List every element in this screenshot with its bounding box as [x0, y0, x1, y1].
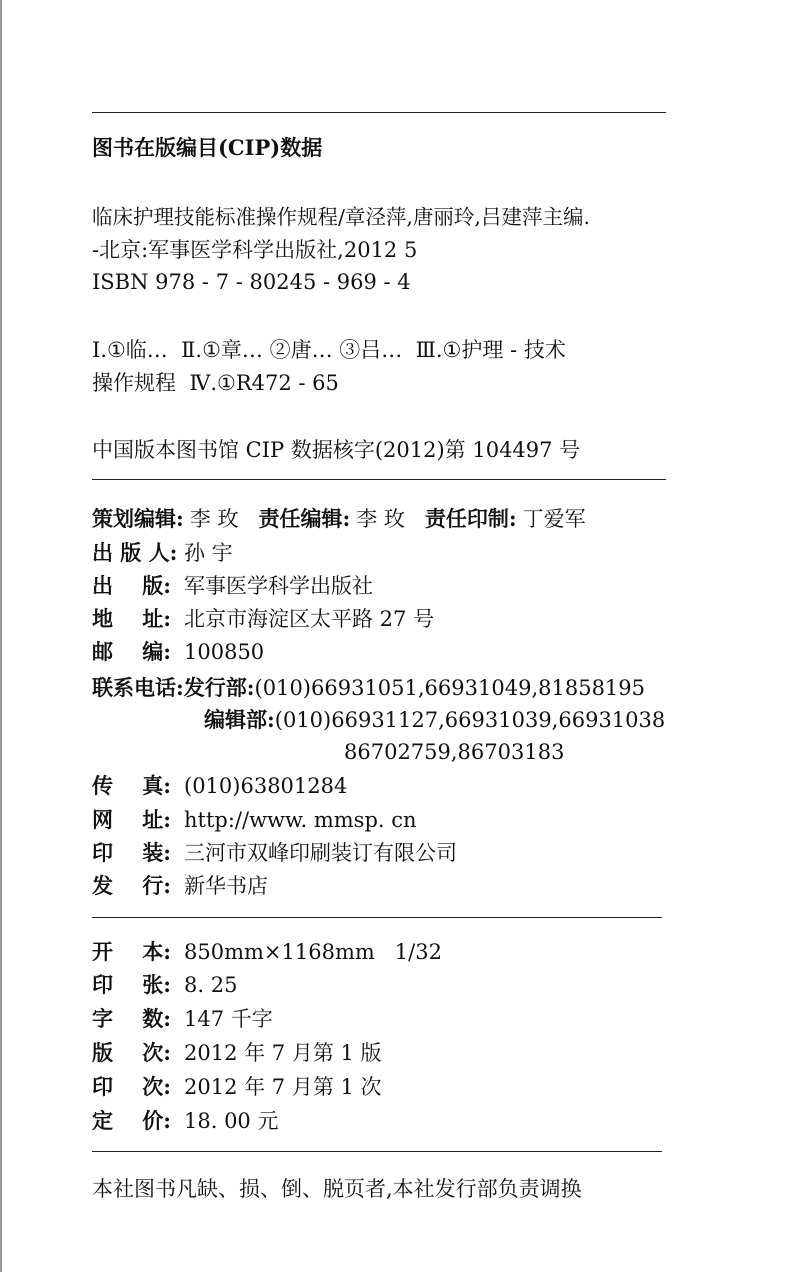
editorial-phones: (010)66931127,66931039,66931038: [274, 708, 666, 732]
divider-footer: [92, 1151, 662, 1152]
spec-label: 印 张:: [92, 972, 171, 997]
spec-row-price: [92, 1107, 278, 1135]
info-value: 孙 宇: [184, 541, 233, 565]
resp-editor-value: 李 玫: [356, 507, 405, 531]
info-value: (010)63801284: [184, 774, 348, 798]
cip-isbn: ISBN 978 - 7 - 80245 - 969 - 4: [92, 270, 411, 294]
print-manager-value: 丁爱军: [522, 507, 586, 531]
info-value: 新华书店: [184, 874, 268, 898]
distribution-label: 发行部:: [183, 675, 255, 700]
cip-library-line: 中国版本图书馆 CIP 数据核字(2012)第 104497 号: [92, 438, 581, 462]
info-label: 邮 编:: [92, 639, 171, 664]
distribution-phones: (010)66931051,66931049,81858195: [254, 676, 646, 700]
info-row-publisher: [92, 539, 233, 567]
cip-heading: 图书在版编目(CIP)数据: [92, 135, 323, 160]
contact-row-editorial-cont: 86702759,86703183: [344, 740, 565, 764]
contact-label: 联系电话:: [92, 675, 184, 700]
plan-editor-label: 策划编辑:: [92, 506, 184, 531]
spec-value: 2012 年 7 月第 1 版: [184, 1041, 382, 1065]
divider-cip: [92, 479, 666, 480]
editorial-label: 编辑部:: [204, 707, 275, 732]
print-manager-label: 责任印制:: [424, 506, 517, 531]
info-label: 地 址:: [92, 606, 171, 631]
cip-classification-line1: Ⅰ.①临… Ⅱ.①章… ②唐… ③吕… Ⅲ.①护理 - 技术: [92, 338, 566, 362]
info-label: 发 行:: [92, 873, 171, 898]
divider-specs: [92, 917, 662, 918]
footer-notice: 本社图书凡缺、损、倒、脱页者,本社发行部负责调换: [92, 1177, 582, 1201]
spec-row-printing: [92, 1073, 382, 1101]
info-value: 三河市双峰印刷装订有限公司: [184, 841, 457, 865]
cip-classification-line2: 操作规程 Ⅳ.①R472 - 65: [92, 371, 339, 395]
spec-label: 定 价:: [92, 1108, 171, 1133]
info-label: 传 真:: [92, 773, 171, 798]
divider-top: [92, 112, 666, 113]
contact-row-editorial: [204, 706, 665, 734]
spec-row-edition: [92, 1039, 382, 1067]
info-row-printer: [92, 839, 457, 867]
spec-value: 850mm×1168mm 1/32: [184, 940, 442, 964]
cip-publisher-line: -北京:军事医学科学出版社,2012 5: [92, 238, 418, 262]
info-label: 印 装:: [92, 840, 171, 865]
spec-label: 印 次:: [92, 1074, 171, 1099]
cip-title-line: 临床护理技能标准操作规程/章泾萍,唐丽玲,吕建萍主编.: [92, 205, 590, 229]
spec-row-format: [92, 938, 442, 966]
spec-value: 2012 年 7 月第 1 次: [184, 1075, 382, 1099]
contact-row-distribution: [92, 674, 645, 702]
spec-label: 开 本:: [92, 939, 171, 964]
resp-editor-label: 责任编辑:: [258, 506, 351, 531]
info-value: 军事医学科学出版社: [184, 574, 373, 598]
editors-line: [92, 505, 586, 533]
info-row-press: [92, 572, 373, 600]
spec-value: 147 千字: [184, 1007, 273, 1031]
plan-editor-value: 李 玫: [189, 507, 239, 531]
spec-value: 18. 00 元: [184, 1109, 279, 1133]
spec-row-sheets: [92, 971, 237, 999]
info-row-distributor: [92, 872, 268, 900]
info-label: 出 版:: [92, 573, 171, 598]
page-edge: [0, 0, 2, 1272]
spec-row-wordcount: [92, 1005, 273, 1033]
info-value: 100850: [184, 640, 265, 664]
spec-label: 版 次:: [92, 1040, 171, 1065]
info-row-website: [92, 806, 417, 834]
info-value: http://www. mmsp. cn: [184, 808, 417, 832]
info-label: 网 址:: [92, 807, 171, 832]
info-row-postcode: [92, 638, 264, 666]
info-label: 出 版 人:: [92, 540, 178, 565]
info-row-fax: [92, 772, 347, 800]
info-row-address: [92, 605, 434, 633]
info-value: 北京市海淀区太平路 27 号: [184, 607, 435, 631]
spec-value: 8. 25: [184, 973, 238, 997]
spec-label: 字 数:: [92, 1006, 171, 1031]
